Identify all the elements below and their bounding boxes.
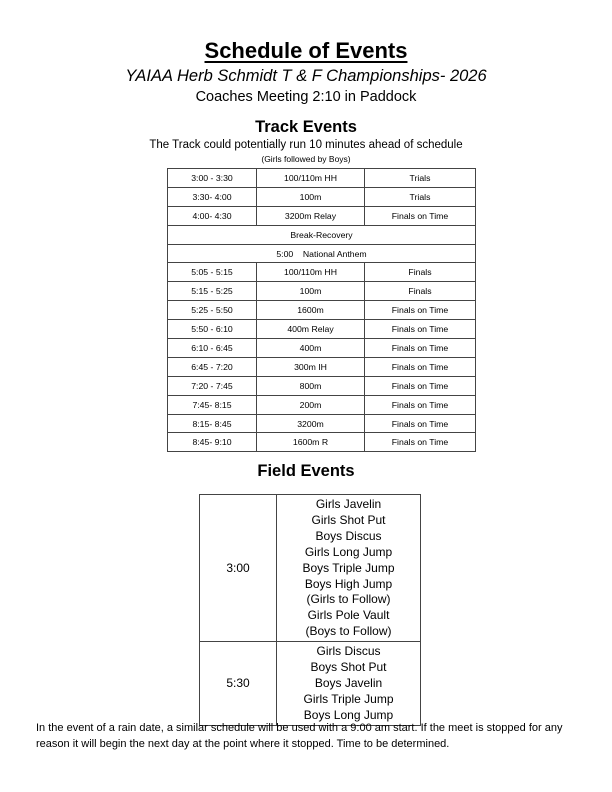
- field-events-heading: Field Events: [257, 462, 355, 480]
- field-time-cell: 3:00: [200, 495, 277, 642]
- track-time-cell: 5:05 - 5:15: [168, 263, 257, 282]
- field-event-item: Boys Long Jump: [303, 707, 394, 722]
- track-time-cell: 8:45- 9:10: [168, 433, 257, 452]
- field-event-item: Boys Triple Jump: [302, 560, 395, 575]
- table-row: [168, 282, 476, 301]
- table-row: [168, 206, 476, 225]
- field-event-item: Boys Javelin: [314, 675, 383, 690]
- field-time-cell: 5:30: [200, 642, 277, 726]
- track-status-cell: Finals on Time: [365, 301, 476, 320]
- table-row: [168, 169, 476, 188]
- track-time-cell: 3:30- 4:00: [168, 187, 257, 206]
- track-event-cell: 200m: [257, 395, 365, 414]
- track-event-cell: 3200m: [257, 414, 365, 433]
- table-row: [168, 244, 476, 263]
- table-row: [168, 187, 476, 206]
- track-span-cell: 5:00 National Anthem: [168, 244, 476, 263]
- track-status-cell: Finals: [365, 282, 476, 301]
- track-status-cell: Finals: [365, 263, 476, 282]
- track-schedule-note: The Track could potentially run 10 minutes ahead of schedule: [149, 139, 463, 151]
- track-time-cell: 7:20 - 7:45: [168, 376, 257, 395]
- track-time-cell: 6:10 - 6:45: [168, 339, 257, 358]
- track-time-cell: 3:00 - 3:30: [168, 169, 257, 188]
- track-event-cell: 3200m Relay: [257, 206, 365, 225]
- footer-line-1: In the event of a rain date, a similar schedule will be used with a 9:00 am start. If the meet is stopped for any: [36, 722, 563, 734]
- track-status-cell: Finals on Time: [365, 376, 476, 395]
- track-status-cell: Trials: [365, 187, 476, 206]
- table-row: [168, 376, 476, 395]
- track-event-cell: 800m: [257, 376, 365, 395]
- table-row: [168, 320, 476, 339]
- field-group-row: [200, 495, 421, 642]
- field-event-item: Girls Pole Vault: [307, 608, 390, 623]
- page-title: Schedule of Events: [204, 38, 408, 63]
- track-order-note: (Girls followed by Boys): [261, 154, 351, 164]
- field-event-item: Girls Triple Jump: [303, 691, 394, 706]
- track-event-cell: 1600m: [257, 301, 365, 320]
- track-events-heading: Track Events: [255, 118, 357, 136]
- meet-subtitle: YAIAA Herb Schmidt T & F Championships- 2026: [125, 67, 487, 85]
- track-time-cell: 5:50 - 6:10: [168, 320, 257, 339]
- track-span-cell: Break-Recovery: [168, 225, 476, 244]
- field-events-table: [199, 494, 421, 726]
- track-event-cell: 400m: [257, 339, 365, 358]
- table-row: [168, 339, 476, 358]
- table-row: [168, 433, 476, 452]
- field-event-item: Girls Shot Put: [311, 512, 386, 527]
- track-time-cell: 5:15 - 5:25: [168, 282, 257, 301]
- field-event-item: (Girls to Follow): [306, 592, 391, 607]
- footer-line-2: reason it will begin the next day at the point where it stopped. Time to be determined.: [36, 738, 450, 750]
- track-event-cell: 400m Relay: [257, 320, 365, 339]
- field-event-item: Boys Discus: [315, 528, 382, 543]
- table-row: [168, 263, 476, 282]
- track-status-cell: Finals on Time: [365, 395, 476, 414]
- track-time-cell: 5:25 - 5:50: [168, 301, 257, 320]
- field-event-item: Boys High Jump: [304, 576, 393, 591]
- field-event-item: Girls Discus: [316, 644, 381, 659]
- track-event-cell: 100/110m HH: [257, 169, 365, 188]
- track-status-cell: Finals on Time: [365, 414, 476, 433]
- field-group-row: [200, 642, 421, 726]
- table-row: [168, 301, 476, 320]
- field-events-cell: [277, 495, 421, 642]
- track-event-cell: 100/110m HH: [257, 263, 365, 282]
- track-status-cell: Finals on Time: [365, 320, 476, 339]
- field-event-item: Boys Shot Put: [310, 660, 387, 675]
- field-event-item: Girls Javelin: [315, 497, 382, 511]
- track-status-cell: Finals on Time: [365, 339, 476, 358]
- track-event-cell: 300m IH: [257, 357, 365, 376]
- field-event-item: Girls Long Jump: [304, 544, 393, 559]
- rain-date-note: [36, 720, 596, 752]
- track-time-cell: 8:15- 8:45: [168, 414, 257, 433]
- track-status-cell: Finals on Time: [365, 206, 476, 225]
- track-event-cell: 100m: [257, 187, 365, 206]
- track-events-table: [167, 168, 476, 452]
- track-status-cell: Trials: [365, 169, 476, 188]
- track-time-cell: 7:45- 8:15: [168, 395, 257, 414]
- track-event-cell: 100m: [257, 282, 365, 301]
- table-row: [168, 395, 476, 414]
- coaches-meeting-note: Coaches Meeting 2:10 in Paddock: [195, 89, 417, 105]
- track-event-cell: 1600m R: [257, 433, 365, 452]
- table-row: [168, 414, 476, 433]
- track-time-cell: 4:00- 4:30: [168, 206, 257, 225]
- table-row: [168, 225, 476, 244]
- track-status-cell: Finals on Time: [365, 357, 476, 376]
- table-row: [168, 357, 476, 376]
- track-status-cell: Finals on Time: [365, 433, 476, 452]
- field-events-cell: [277, 642, 421, 726]
- field-event-item: (Boys to Follow): [305, 624, 392, 639]
- track-time-cell: 6:45 - 7:20: [168, 357, 257, 376]
